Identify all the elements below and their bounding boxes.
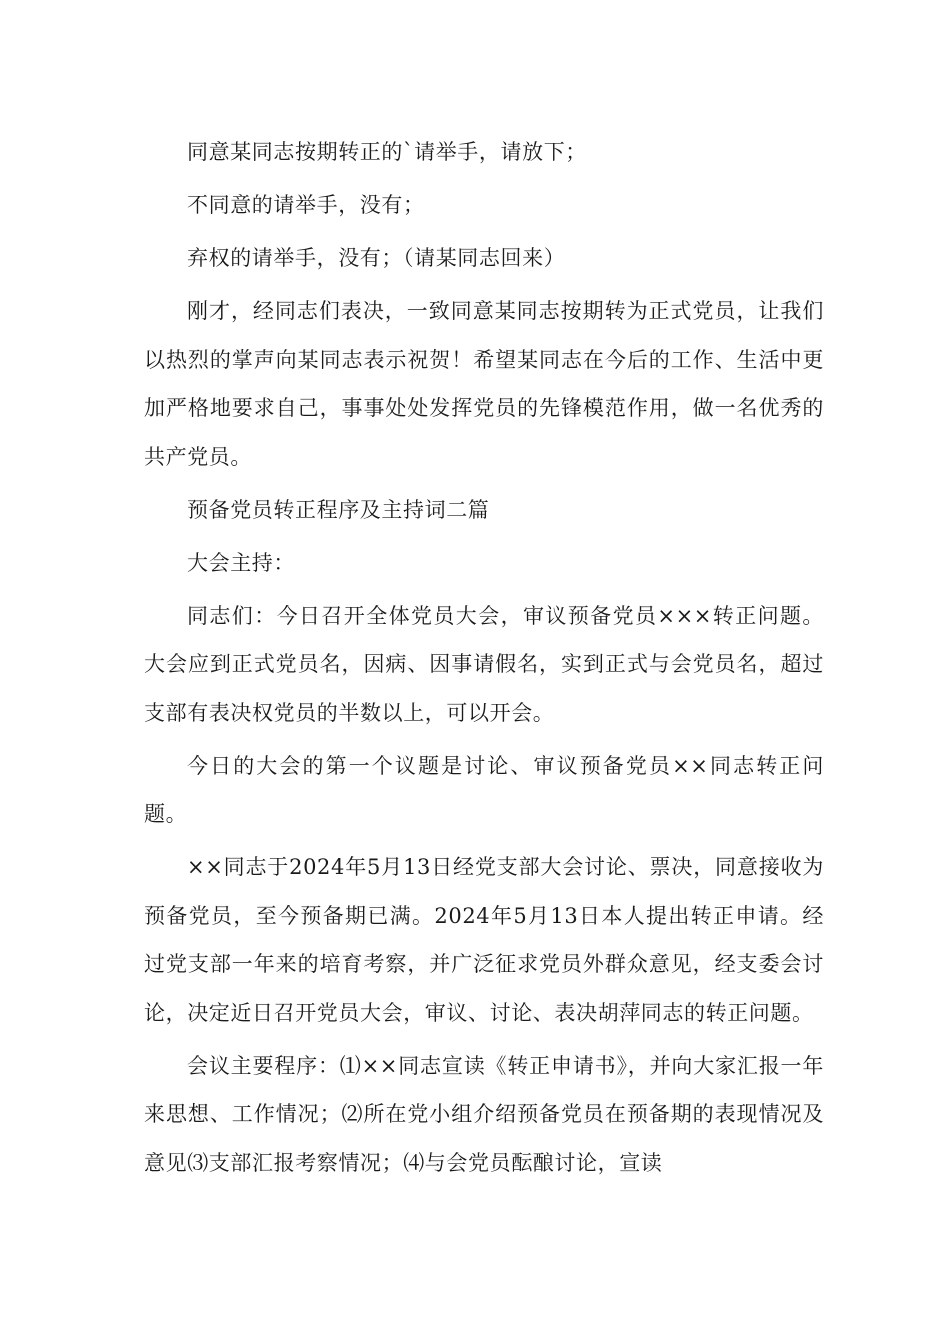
paragraph-vote-abstain: 弃权的请举手，没有；（请某同志回来）	[187, 246, 566, 270]
paragraph-vote-result: 刚才，经同志们表决，一致同意某同志按期转为正式党员，让我们以热烈的掌声向某同志表示祝贺！希望某同志在今后的工作、生活中更加严格地要求自己，事事处处发挥党员的先锋模范作用，做一名优秀的共产党员。	[144, 299, 824, 469]
section-heading: 预备党员转正程序及主持词二篇	[187, 497, 490, 522]
paragraph-opening: 同志们：今日召开全体党员大会，审议预备党员×××转正问题。大会应到正式党员名，因病、因事请假名，实到正式与会党员名，超过支部有表决权党员的半数以上，可以开会。	[144, 603, 824, 725]
paragraph-host-label: 大会主持：	[187, 550, 295, 575]
paragraph-vote-disagree: 不同意的请举手，没有；	[187, 193, 425, 217]
paragraph-vote-agree: 同意某同志按期转正的`请举手，请放下；	[187, 140, 587, 164]
paragraph-procedure: 会议主要程序：⑴××同志宣读《转正申请书》，并向大家汇报一年来思想、工作情况；⑵所在党小组介绍预备党员在预备期的表现情况及意见⑶支部汇报考察情况；⑷与会党员酝酿讨论，宣读	[144, 1053, 824, 1175]
paragraph-background: ××同志于2024年5月13日经党支部大会讨论、票决，同意接收为预备党员，至今预备期已满。2024年5月13日本人提出转正申请。经过党支部一年来的培育考察，并广泛征求党员外群众意见，经支委会讨论，决定近日召开党员大会，审议、讨论、表决胡萍同志的转正问题。	[144, 855, 824, 1025]
document-body	[144, 128, 824, 1192]
paragraph-first-agenda: 今日的大会的第一个议题是讨论、审议预备党员××同志转正问题。	[144, 753, 824, 826]
